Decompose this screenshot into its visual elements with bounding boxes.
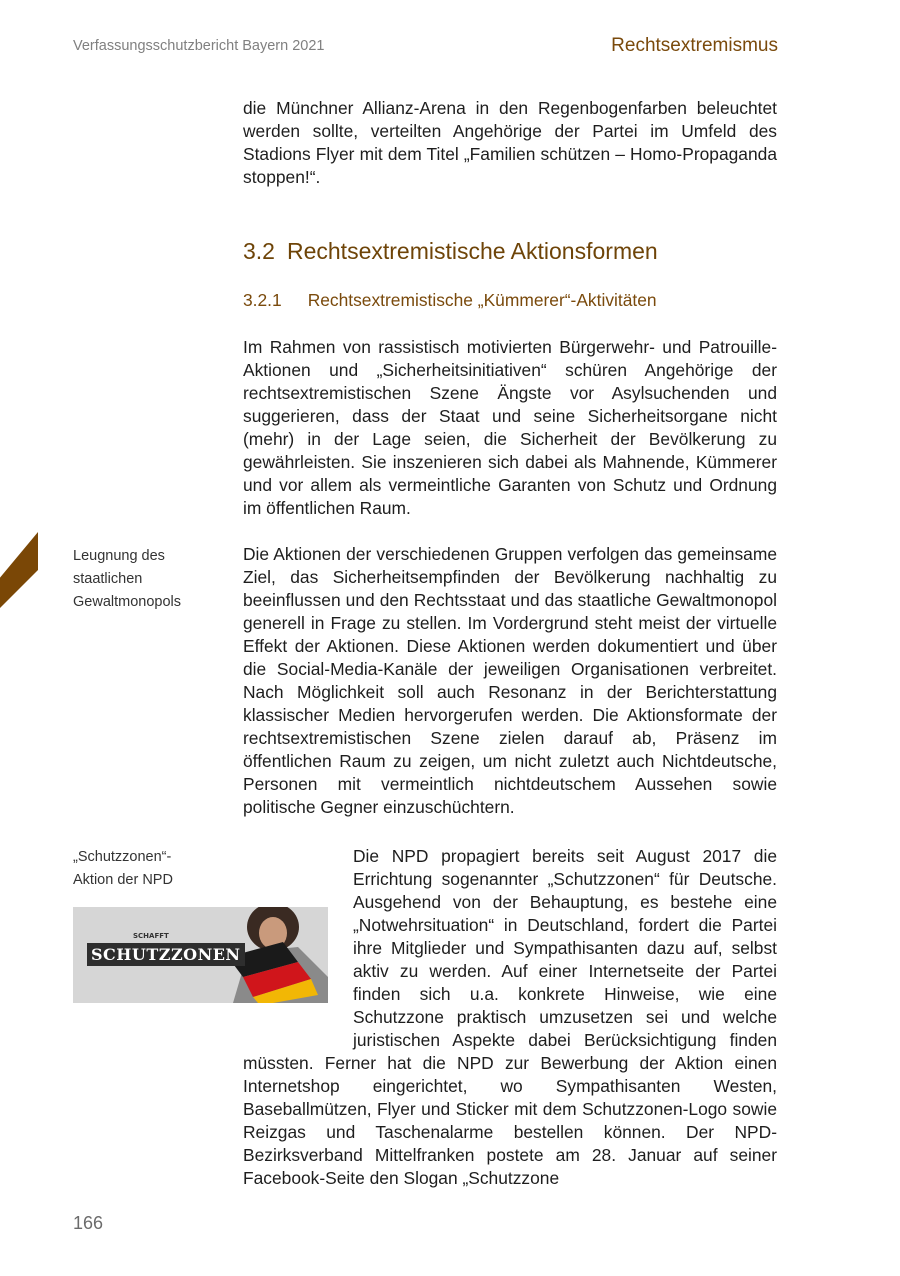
- paragraph-1: [243, 336, 777, 520]
- paragraph-2: [243, 543, 777, 819]
- image-wrap-spacer: [243, 891, 353, 1051]
- paragraph-2-text: Die Aktionen der verschiedenen Gruppen verfolgen das gemeinsame Ziel, das Sicherheitsempfinden der Bevölkerung nachhaltig zu beeinflussen und den Rechtsstaat und das staatliche Gewaltmonopol generell in Frage zu stellen. Im Vordergrund steht meist der virtuelle Effekt der Aktionen. Diese Aktionen werden dokumentiert und über die Social-Media-Kanäle der jeweiligen Organisationen verbreitet. Nach Möglichkeit soll auch Resonanz in der Berichterstattung klassischer Medien hervorgerufen werden. Die Aktionsformate der rechtsextremistischen Szene zielen darauf ab, Präsenz im öffentlichen Raum zu zeigen, um nicht zuletzt auch Nichtdeutsche, Personen mit vermeintlich nichtdeutschem Aussehen sowie politische Gegner einzuschüchtern.: [243, 544, 777, 817]
- subsection-number: 3.2.1: [243, 290, 282, 310]
- schutzzonen-logo-text: SCHUTZZONEN: [87, 943, 245, 966]
- margin-note-schutzzonen: „Schutzzonen“-Aktion der NPD: [73, 849, 173, 888]
- subsection-heading: [243, 290, 657, 311]
- logo-small-text: SCHAFFT: [133, 932, 169, 940]
- paragraph-3-text: Die NPD propagiert bereits seit August 2017 die Errichtung sogenannter „Schutzzonen“ für Deutsche. Ausgehend von der Behauptung, es bestehe eine „Notwehrsituation“ in Deutschland, fordert die Partei ihre Mitglieder und Sympathisanten dazu auf, selbst aktiv zu werden. Auf einer Internetseite der Partei finden sich u.a. konkrete Hinweise, wie eine Schutzzone praktisch umzusetzen sei und welche juristischen Aspekte dabei Berücksichtigung finden müssten. Ferner hat die NPD zur Bewerbung der Aktion einen Internetshop eingerichtet, wo Sympathisanten Westen, Baseballmützen, Flyer und Sticker mit dem Schutzzonen-Logo sowie Reizgas und Taschenalarme bestellen können. Der NPD-Bezirksverband Mittelfranken postete am 28. Januar auf seiner Facebook-Seite den Slogan „Schutzzone: [243, 846, 777, 1188]
- intro-text: die Münchner Allianz-Arena in den Regenbogenfarben beleuchtet werden sollte, verteilten Angehörige der Partei im Umfeld des Stadions Flyer mit dem Titel „Familien schützen – Homo-Propaganda stoppen!“.: [243, 98, 777, 187]
- running-header-title: Verfassungsschutzbericht Bayern 2021: [73, 38, 325, 54]
- paragraph-3: [243, 845, 777, 1190]
- subsection-title: Rechtsextremistische „Kümmerer“-Aktivitäten: [307, 290, 657, 310]
- running-header-chapter: Rechtsextremismus: [611, 35, 778, 56]
- section-title: Rechtsextremistische Aktionsformen: [286, 238, 658, 264]
- section-heading: [243, 238, 658, 265]
- page-number: 166: [73, 1213, 104, 1233]
- paragraph-1-text: Im Rahmen von rassistisch motivierten Bürgerwehr- und Patrouille-Aktionen und „Sicherheitsinitiativen“ schüren Angehörige der rechtsextremistischen Szene Ängste vor Asylsuchenden und suggerieren, dass der Staat und seine Sicherheitsorgane nicht (mehr) in der Lage seien, die Sicherheit der Bevölkerung zu gewährleisten. Sie inszenieren sich dabei als Mahnende, Kümmerer und vor allem als vermeintliche Garanten von Schutz und Ordnung im öffentlichen Raum.: [243, 337, 777, 518]
- section-number: 3.2: [243, 238, 275, 264]
- chapter-tab-marker: [0, 532, 38, 608]
- intro-paragraph: [243, 97, 777, 189]
- margin-note-gewaltmonopol: Leugnung des staatlichen Gewaltmonopols: [73, 548, 181, 610]
